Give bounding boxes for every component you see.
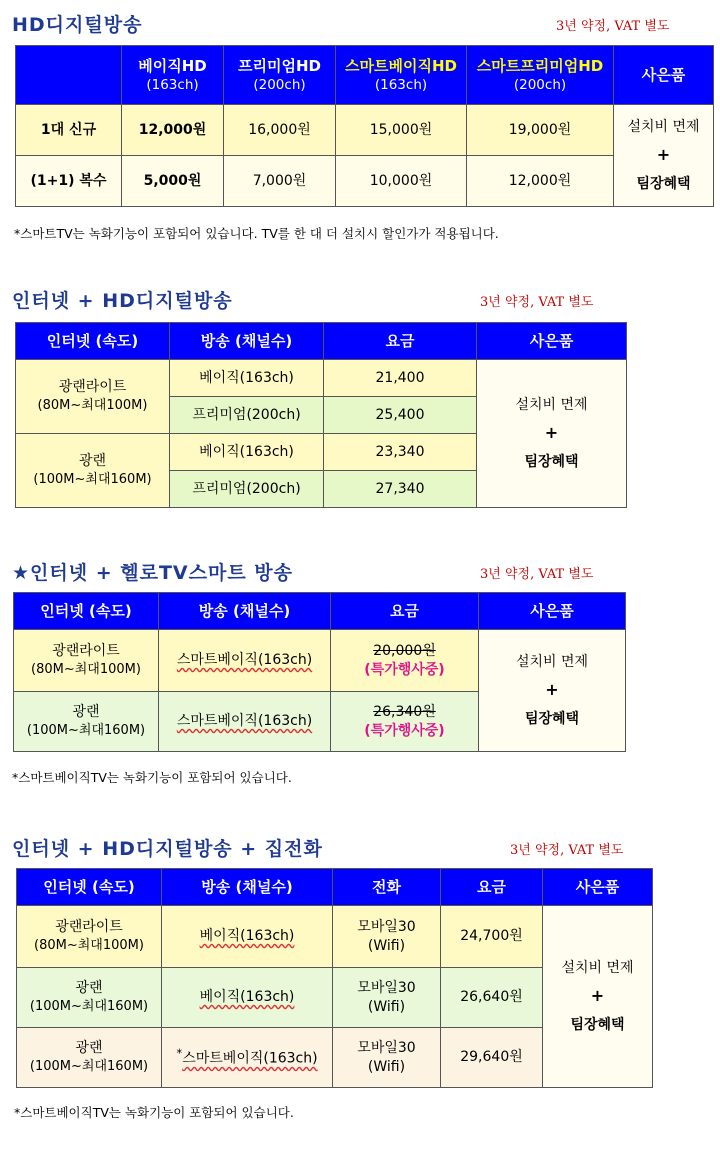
s2-plan2-name: 광랜 (78, 453, 107, 470)
s4-row3-ch (162, 1028, 333, 1088)
s4-row3-ch-star: * (176, 1046, 183, 1061)
s4-row1-fee: 24,700원 (441, 906, 543, 968)
s2-plan1-ch1: 베이직(163ch) (170, 360, 324, 397)
s1-gift-line1: 설치비 면제 (627, 118, 700, 135)
s4-row1-ch-label: 베이직(163ch) (199, 928, 295, 945)
s3-row2-plan (14, 692, 159, 752)
s4-row1-phone-wifi: (Wifi) (367, 937, 406, 954)
s1-row1-premium: 16,000원 (224, 105, 336, 156)
s1-price-table (15, 45, 714, 207)
s1-row1-smart-basic: 15,000원 (336, 105, 467, 156)
s3-row2-old-fee: 26,340원 (373, 703, 436, 720)
s2-gift-line1: 설치비 면제 (515, 396, 588, 413)
s4-row3-phone-wifi: (Wifi) (367, 1058, 406, 1075)
s1-row2-smart-basic: 10,000원 (336, 156, 467, 207)
s1-title: HD디지털방송 (12, 14, 143, 36)
s3-row2-fee (331, 692, 479, 752)
s4-footnote: *스마트베이직TV는 녹화기능이 포함되어 있습니다. (14, 1105, 294, 1120)
s1-row1-smart-premium: 19,000원 (467, 105, 614, 156)
s1-row1-label: 1대 신규 (16, 105, 122, 156)
s2-plan1-cell (16, 360, 170, 434)
s1-terms: 3년 약정, VAT 별도 (556, 19, 670, 34)
s1-row2-premium: 7,000원 (224, 156, 336, 207)
s1-header-premium-label: 프리미엄HD (238, 56, 321, 75)
s2-title: 인터넷 + HD디지털방송 (12, 290, 233, 312)
s1-row2-smart-premium: 12,000원 (467, 156, 614, 207)
s4-row2-speed: (100M~최대160M) (29, 999, 149, 1015)
s4-header-broadcast: 방송 (채널수) (162, 869, 333, 906)
s1-header-blank (16, 46, 122, 105)
s4-terms: 3년 약정, VAT 별도 (510, 843, 624, 858)
s4-row1-name: 광랜라이트 (55, 919, 123, 936)
s2-plan1-ch2: 프리미엄(200ch) (170, 397, 324, 434)
s2-gift-plus: + (544, 423, 559, 443)
s2-plan2-fee1: 23,340 (324, 434, 477, 471)
s4-row1-plan (17, 906, 162, 968)
s2-plan1-name: 광랜라이트 (58, 379, 127, 396)
s4-gift-line1: 설치비 면제 (561, 959, 634, 976)
s1-header-smart-basic-ch: (163ch) (374, 77, 428, 94)
s2-header-gift: 사은품 (477, 323, 627, 360)
s1-gift (614, 105, 714, 207)
s3-row1-old-fee: 20,000원 (373, 642, 436, 659)
s4-row2-phone (333, 968, 441, 1028)
s4-row3-speed: (100M~최대160M) (29, 1059, 149, 1075)
s1-row1-basic: 12,000원 (122, 105, 224, 156)
s4-header-gift: 사은품 (543, 869, 653, 906)
s2-plan2-speed: (100M~최대160M) (33, 472, 152, 488)
s2-gift (477, 360, 627, 508)
s2-plan1-speed: (80M~최대100M) (37, 398, 148, 414)
s4-row3-ch-label: 스마트베이직(163ch) (182, 1050, 318, 1067)
s2-header-fee: 요금 (324, 323, 477, 360)
s3-price-table (13, 592, 626, 752)
s3-gift-plus: + (545, 680, 559, 700)
s2-plan2-ch2: 프리미엄(200ch) (170, 471, 324, 508)
s4-gift (543, 906, 653, 1088)
s4-row1-phone (333, 906, 441, 968)
s2-plan1-fee1: 21,400 (324, 360, 477, 397)
s2-gift-line2: 팀장혜택 (524, 453, 579, 470)
s1-header-premium-ch: (200ch) (253, 77, 306, 94)
s3-header-gift: 사은품 (479, 593, 626, 630)
s1-header-gift: 사은품 (614, 46, 714, 105)
s1-header-smart-premium (467, 46, 614, 105)
s4-row3-name: 광랜 (75, 1040, 103, 1057)
s3-row1-name: 광랜라이트 (52, 643, 120, 660)
s1-gift-line2: 팀장혜택 (636, 175, 691, 192)
s3-header-internet: 인터넷 (속도) (14, 593, 159, 630)
s4-gift-plus: + (590, 986, 605, 1006)
s4-header-internet: 인터넷 (속도) (17, 869, 162, 906)
s3-row1-fee (331, 630, 479, 692)
s4-row3-phone (333, 1028, 441, 1088)
s3-footnote: *스마트베이직TV는 녹화기능이 포함되어 있습니다. (12, 770, 292, 785)
s4-row1-phone-plan: 모바일30 (357, 918, 416, 935)
s4-row2-ch-label: 베이직(163ch) (199, 989, 295, 1006)
s3-terms: 3년 약정, VAT 별도 (480, 567, 594, 582)
s3-header-fee: 요금 (331, 593, 479, 630)
s3-gift (479, 630, 626, 752)
s2-plan2-ch1: 베이직(163ch) (170, 434, 324, 471)
s3-row2-speed: (100M~최대160M) (26, 723, 146, 739)
s3-row1-ch (159, 630, 331, 692)
s1-header-smart-premium-ch: (200ch) (513, 77, 567, 94)
s3-row2-ch (159, 692, 331, 752)
s1-gift-plus: + (656, 145, 671, 165)
s3-row1-speed: (80M~최대100M) (31, 662, 141, 678)
s3-gift-line1: 설치비 면제 (515, 653, 589, 670)
s4-gift-line2: 팀장혜택 (570, 1016, 625, 1033)
s2-terms: 3년 약정, VAT 별도 (480, 295, 594, 310)
s3-row1-plan (14, 630, 159, 692)
s1-header-premium (224, 46, 336, 105)
s2-plan2-cell (16, 434, 170, 508)
s3-header-broadcast: 방송 (채널수) (159, 593, 331, 630)
s4-row3-plan (17, 1028, 162, 1088)
s4-row1-speed: (80M~최대100M) (34, 938, 144, 954)
s4-row2-phone-plan: 모바일30 (357, 979, 416, 996)
s4-header-fee: 요금 (441, 869, 543, 906)
s4-title: 인터넷 + HD디지털방송 + 집전화 (12, 838, 323, 860)
s4-header-phone: 전화 (333, 869, 441, 906)
s1-header-smart-basic-label: 스마트베이직HD (345, 56, 457, 75)
s1-header-basic (122, 46, 224, 105)
s4-row2-plan (17, 968, 162, 1028)
s1-header-smart-basic (336, 46, 467, 105)
s2-price-table (15, 322, 627, 508)
s2-plan2-fee2: 27,340 (324, 471, 477, 508)
s1-footnote: *스마트TV는 녹화기능이 포함되어 있습니다. TV를 한 대 더 설치시 할인가가 적용됩니다. (14, 226, 499, 241)
s4-row2-fee: 26,640원 (441, 968, 543, 1028)
s3-row2-name: 광랜 (72, 704, 100, 721)
s4-row2-name: 광랜 (75, 980, 103, 997)
s1-header-basic-label: 베이직HD (138, 56, 207, 75)
s4-row3-phone-plan: 모바일30 (357, 1039, 416, 1056)
s4-row3-fee: 29,640원 (441, 1028, 543, 1088)
s3-gift-line2: 팀장혜택 (524, 710, 580, 727)
s1-header-basic-ch: (163ch) (146, 77, 199, 94)
s1-row2-basic: 5,000원 (122, 156, 224, 207)
s2-header-broadcast: 방송 (채널수) (170, 323, 324, 360)
s1-row2-label: (1+1) 복수 (16, 156, 122, 207)
s3-row2-promo: (특가행사중) (364, 722, 445, 739)
s2-header-internet: 인터넷 (속도) (16, 323, 170, 360)
s3-row1-promo: (특가행사중) (364, 661, 445, 678)
s4-price-table (16, 868, 653, 1088)
s3-row2-ch-label: 스마트베이직(163ch) (176, 713, 313, 730)
s3-row1-ch-label: 스마트베이직(163ch) (176, 652, 313, 669)
s3-title: ★인터넷 + 헬로TV스마트 방송 (12, 562, 294, 584)
s1-header-smart-premium-label: 스마트프리미엄HD (476, 56, 604, 75)
s4-row1-ch (162, 906, 333, 968)
s4-row2-ch (162, 968, 333, 1028)
s2-plan1-fee2: 25,400 (324, 397, 477, 434)
s4-row2-phone-wifi: (Wifi) (367, 998, 406, 1015)
